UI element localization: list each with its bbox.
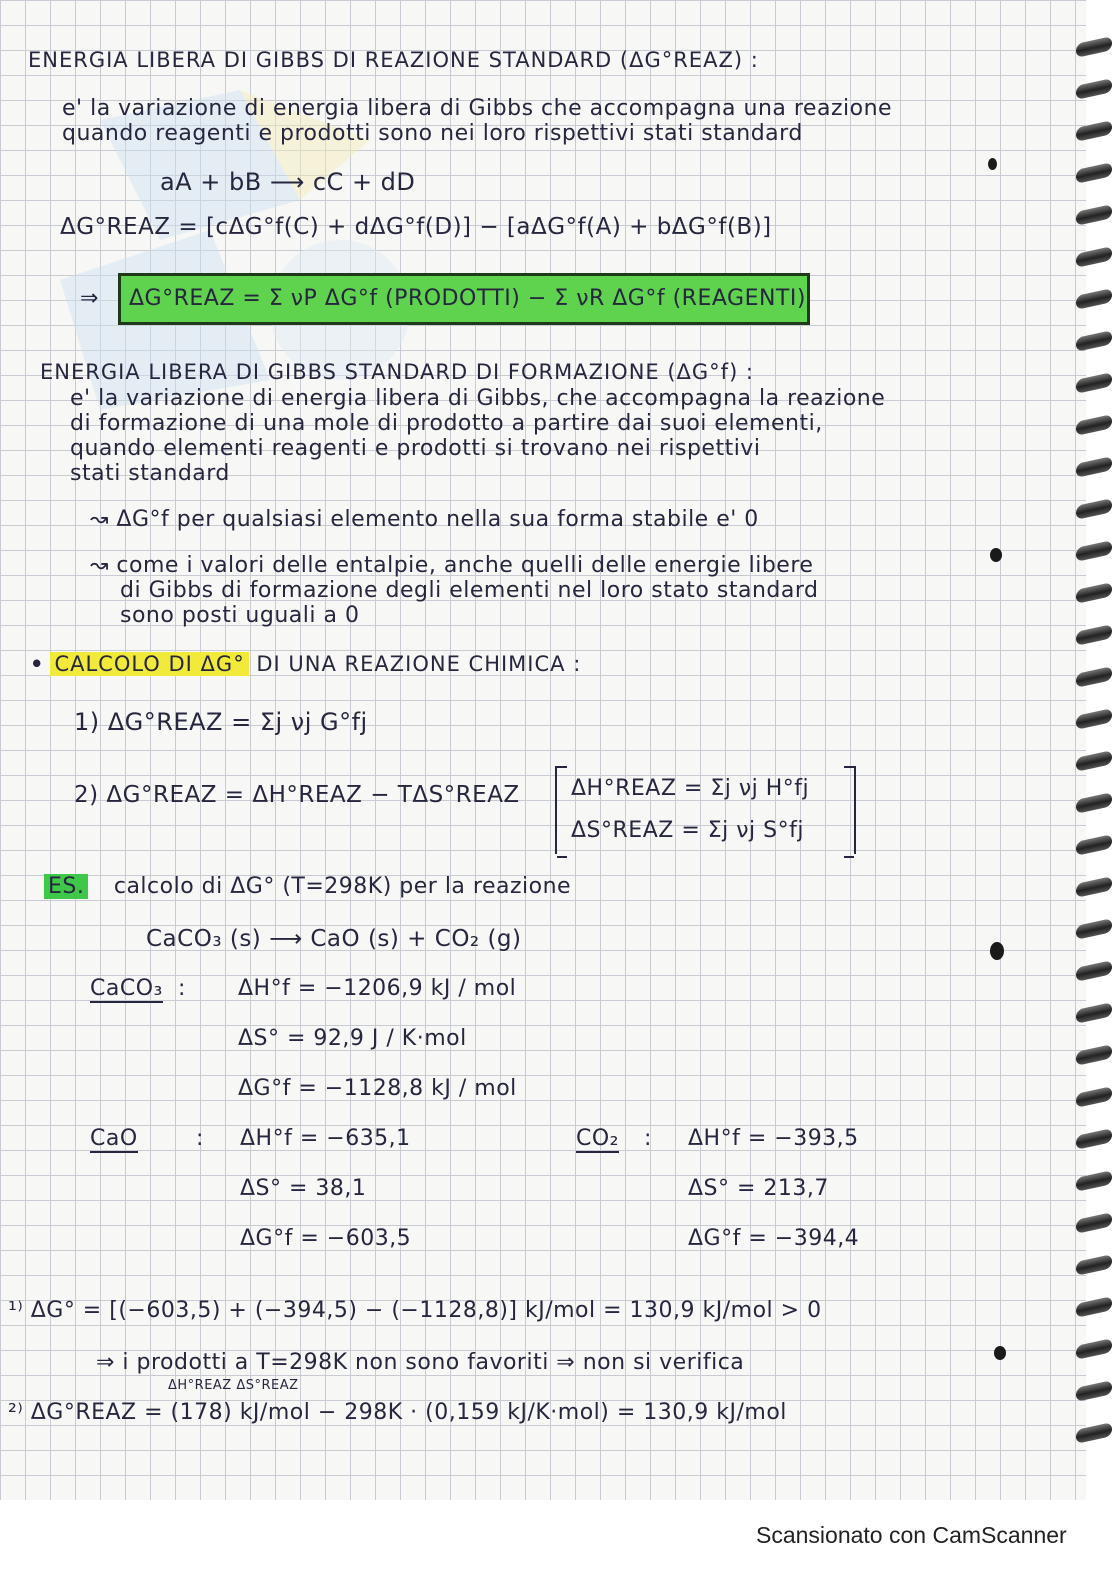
spiral-ring	[1076, 78, 1112, 100]
formation-note-line-3: sono posti uguali a 0	[120, 603, 360, 628]
spiral-ring	[1076, 918, 1112, 940]
co2-label: CO₂	[576, 1126, 619, 1151]
spiral-ring	[1076, 414, 1112, 436]
spiral-ring	[1076, 624, 1112, 646]
example-text: calcolo di ΔG° (T=298K) per la reazione	[113, 874, 572, 899]
ink-spot	[990, 942, 1004, 960]
spiral-ring	[1076, 750, 1112, 772]
spiral-ring	[1076, 36, 1112, 58]
calculation-heading	[30, 652, 581, 676]
formation-definition-line-4: stati standard	[70, 461, 230, 486]
formation-note-line-1: ↝ come i valori delle entalpie, anche quelli delle energie libere	[90, 553, 814, 578]
spiral-ring	[1076, 1044, 1112, 1066]
method-1-formula: 1) ΔG°REAZ = Σj νj G°fj	[74, 708, 368, 736]
spiral-ring	[1076, 1254, 1112, 1276]
caco3-enthalpy: ΔH°f = −1206,9 kJ / mol	[238, 976, 517, 1001]
co2-gibbs: ΔG°f = −394,4	[688, 1226, 860, 1251]
spiral-ring	[1076, 1338, 1112, 1360]
formation-definition-line-2: di formazione di una mole di prodotto a partire dai suoi elementi,	[70, 411, 823, 436]
spiral-ring	[1076, 456, 1112, 478]
ink-spot	[994, 1346, 1006, 1360]
highlighted-formula-box	[118, 273, 810, 325]
example-line	[44, 874, 571, 899]
implies-arrow: ⇒	[80, 286, 99, 311]
cao-enthalpy: ΔH°f = −635,1	[240, 1126, 411, 1151]
notebook-spiral-binding	[1076, 40, 1116, 1480]
spiral-ring	[1076, 960, 1112, 982]
spiral-ring	[1076, 1296, 1112, 1318]
result-method-1: ¹⁾ ΔG° = [(−603,5) + (−394,5) − (−1128,8)] kJ/mol = 130,9 kJ/mol > 0	[8, 1298, 822, 1323]
spiral-ring	[1076, 1086, 1112, 1108]
co2-entropy: ΔS° = 213,7	[688, 1176, 829, 1201]
formation-note-line-2: di Gibbs di formazione degli elementi nel loro stato standard	[120, 578, 819, 603]
colon: :	[644, 1126, 652, 1151]
spiral-ring	[1076, 1128, 1112, 1150]
caco3-entropy: ΔS° = 92,9 J / K·mol	[238, 1026, 467, 1051]
scanner-watermark-text: Scansionato con CamScanner	[756, 1522, 1067, 1548]
spiral-ring	[1076, 246, 1112, 268]
delta-g-summary-formula: ΔG°REAZ = Σ νP ΔG°f (PRODOTTI) − Σ νR ΔG°f (REAGENTI)	[129, 286, 806, 311]
caco3-label: CaCO₃	[90, 976, 163, 1001]
conclusion-line: ⇒ i prodotti a T=298K non sono favoriti ⇒ non si verifica	[96, 1350, 745, 1375]
spiral-ring	[1076, 876, 1112, 898]
spiral-ring	[1076, 498, 1112, 520]
colon: :	[196, 1126, 204, 1151]
generic-reaction-equation: aA + bB ⟶ cC + dD	[160, 168, 416, 196]
spiral-ring	[1076, 666, 1112, 688]
spiral-ring	[1076, 162, 1112, 184]
cao-gibbs: ΔG°f = −603,5	[240, 1226, 412, 1251]
spiral-ring	[1076, 582, 1112, 604]
formation-note-zero-elements: ↝ ΔG°f per qualsiasi elemento nella sua forma stabile e' 0	[90, 507, 759, 532]
result-method-2-labels: ΔH°REAZ ΔS°REAZ	[168, 1378, 299, 1393]
co2-enthalpy: ΔH°f = −393,5	[688, 1126, 859, 1151]
spiral-ring	[1076, 834, 1112, 856]
spiral-ring	[1076, 1422, 1112, 1444]
bullet-dot: •	[30, 652, 45, 676]
bracket-enthalpy-formula: ΔH°REAZ = Σj νj H°fj	[571, 776, 810, 801]
spiral-ring	[1076, 288, 1112, 310]
spiral-ring	[1076, 708, 1112, 730]
cao-entropy: ΔS° = 38,1	[240, 1176, 367, 1201]
spiral-ring	[1076, 1002, 1112, 1024]
spiral-ring	[1076, 540, 1112, 562]
bracket-entropy-formula: ΔS°REAZ = Σj νj S°fj	[571, 818, 804, 843]
ink-spot	[988, 158, 997, 170]
gibbs-reaction-heading: ENERGIA LIBERA DI GIBBS DI REAZIONE STANDARD (ΔG°REAZ) :	[28, 48, 759, 72]
spiral-ring	[1076, 1170, 1112, 1192]
calculation-heading-rest: DI UNA REAZIONE CHIMICA :	[256, 652, 582, 676]
caco3-gibbs: ΔG°f = −1128,8 kJ / mol	[238, 1076, 517, 1101]
delta-g-expanded-formula: ΔG°REAZ = [cΔG°f(C) + dΔG°f(D)] − [aΔG°f(A) + bΔG°f(B)]	[60, 214, 772, 240]
spiral-ring	[1076, 204, 1112, 226]
spiral-ring	[1076, 792, 1112, 814]
formation-heading: ENERGIA LIBERA DI GIBBS STANDARD DI FORMAZIONE (ΔG°f) :	[40, 360, 755, 384]
spiral-ring	[1076, 1212, 1112, 1234]
spiral-ring	[1076, 1380, 1112, 1402]
ink-spot	[990, 548, 1002, 562]
method-2-formula: 2) ΔG°REAZ = ΔH°REAZ − TΔS°REAZ	[74, 782, 520, 808]
result-method-2: ²⁾ ΔG°REAZ = (178) kJ/mol − 298K · (0,159 kJ/K·mol) = 130,9 kJ/mol	[8, 1400, 787, 1425]
formation-definition-line-3: quando elementi reagenti e prodotti si trovano nei rispettivi	[70, 436, 761, 461]
spiral-ring	[1076, 372, 1112, 394]
gibbs-reaction-definition-line-1: e' la variazione di energia libera di Gibbs che accompagna una reazione	[62, 96, 893, 121]
spiral-ring	[1076, 120, 1112, 142]
example-tag: ES.	[44, 874, 88, 899]
gibbs-reaction-definition-line-2: quando reagenti e prodotti sono nei loro rispettivi stati standard	[62, 121, 803, 146]
colon: :	[178, 976, 186, 1001]
bracket-formulas	[555, 766, 856, 854]
example-reaction: CaCO₃ (s) ⟶ CaO (s) + CO₂ (g)	[146, 926, 522, 952]
calculation-heading-highlight: CALCOLO DI ΔG°	[50, 652, 248, 676]
formation-definition-line-1: e' la variazione di energia libera di Gibbs, che accompagna la reazione	[70, 386, 886, 411]
spiral-ring	[1076, 330, 1112, 352]
cao-label: CaO	[90, 1126, 138, 1151]
